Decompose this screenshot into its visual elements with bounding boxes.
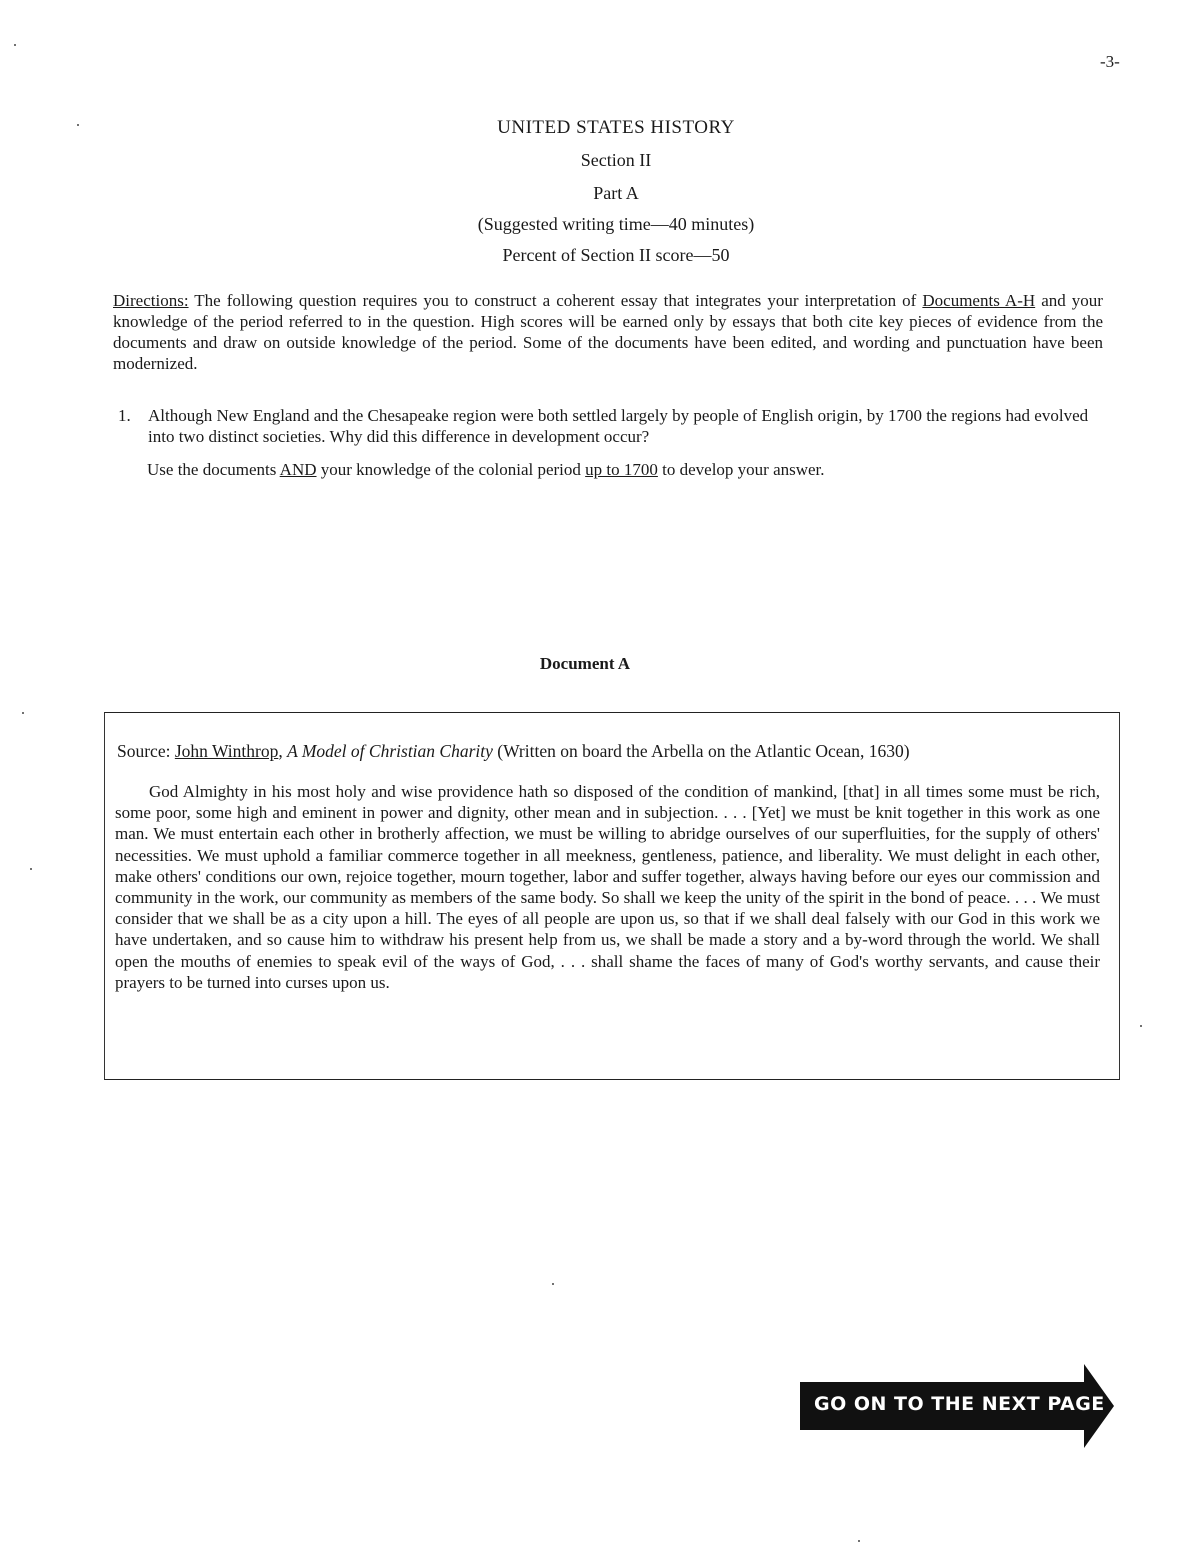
scan-speck xyxy=(858,1540,860,1542)
scan-speck xyxy=(1140,1025,1142,1027)
instruction-part: Use the documents xyxy=(147,460,280,479)
scan-speck xyxy=(30,868,32,870)
score-percent: Percent of Section II score—50 xyxy=(502,245,730,265)
directions-label: Directions: xyxy=(113,291,189,310)
exam-title: UNITED STATES HISTORY xyxy=(497,117,735,138)
page-number: -3- xyxy=(1100,52,1120,71)
next-page-label: GO ON TO THE NEXT PAGE xyxy=(814,1393,1105,1415)
next-page-banner xyxy=(800,1364,1116,1448)
documents-range: Documents A-H xyxy=(922,291,1036,310)
question-number: 1. xyxy=(118,406,131,425)
part-label: Part A xyxy=(593,183,639,203)
instruction-part: your knowledge of the colonial period xyxy=(316,460,586,479)
directions-text-b: and your knowledge of the period referred to in the question. High scores will be earned only by essays that both cite key pieces of evidence from the documents and draw on outside knowledge of the period. Some of the documents have been edited, and wording and punctuation have been modernized. xyxy=(113,291,1103,373)
instruction-up-to: up to 1700 xyxy=(585,460,658,479)
suggested-time: (Suggested writing time—40 minutes) xyxy=(477,214,755,234)
essay-question xyxy=(118,405,1108,447)
instruction-and: AND xyxy=(279,460,317,479)
directions-text-a: The following question requires you to construct a coherent essay that integrates your interpretation of xyxy=(188,291,923,310)
source-work: A Model of Christian Charity xyxy=(287,741,493,761)
quote-text: God Almighty in his most holy and wise providence hath so disposed of the condition of mankind, [that] in all times some must be rich, some poor, some high and eminent in power and dignity, other mean and in subjection. . . . [Yet] we must be knit together in this work as one man. We must entertain each other in brotherly affection, we must be willing to abridge ourselves of our superfluities, for the supply of others' necessities. We must uphold a familiar commerce together in all meekness, gentleness, patience, and liberality. We must delight in each other, make others' conditions our own, rejoice together, mourn together, labor and suffer together, always having before our eyes our commission and community in the work, our community as members of the same body. So shall we keep the unity of the spirit in the bond of peace. . . . We must consider that we shall be as a city upon a hill. The eyes of all people are upon us, so that if we shall deal falsely with our God in this work we have undertaken, and so cause him to withdraw his present help from us, we shall be made a story and a by-word through the world. We shall open the mouths of enemies to speak evil of the ways of God, . . . shall shame the faces of many of God's worthy servants, and cause their prayers to be turned into curses upon us. xyxy=(115,782,1100,992)
directions xyxy=(113,290,1103,374)
question-instruction xyxy=(147,460,825,480)
scan-speck xyxy=(77,124,79,126)
scan-speck xyxy=(552,1283,554,1285)
source-note: (Written on board the Arbella on the Atlantic Ocean, 1630) xyxy=(492,741,910,761)
scan-speck xyxy=(22,712,24,714)
section-label: Section II xyxy=(580,150,652,170)
source-author: John Winthrop xyxy=(174,741,279,761)
instruction-part: to develop your answer. xyxy=(657,460,825,479)
document-title: Document A xyxy=(539,654,631,673)
question-text: Although New England and the Chesapeake region were both settled largely by people of English origin, by 1700 the regions had evolved into two distinct societies. Why did this difference in development occur? xyxy=(148,406,1089,446)
document-quote xyxy=(115,781,1100,993)
source-label: Source: xyxy=(117,741,175,761)
source-separator: , xyxy=(278,741,288,761)
document-box xyxy=(104,712,1120,1080)
scan-speck xyxy=(14,44,16,46)
document-source xyxy=(117,741,910,762)
